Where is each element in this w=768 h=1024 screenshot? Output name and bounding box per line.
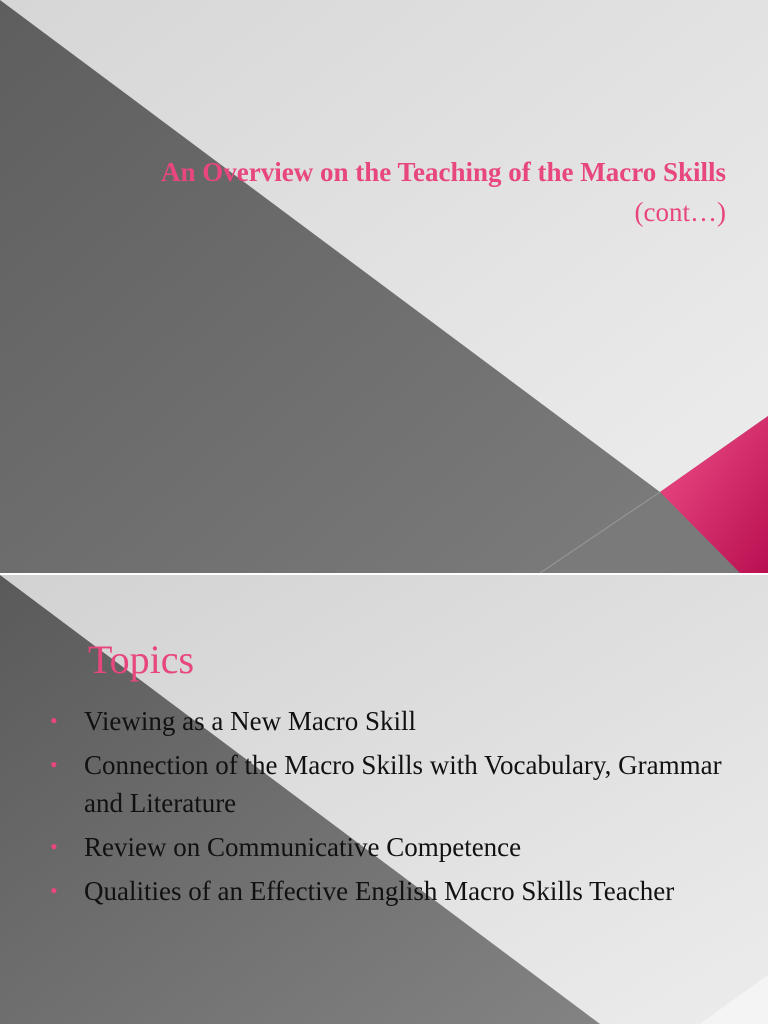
list-item bbox=[46, 872, 726, 910]
list-item-text: Qualities of an Effective English Macro Skills Teacher bbox=[84, 876, 675, 906]
topics-list bbox=[46, 702, 726, 916]
list-item-text: Viewing as a New Macro Skill bbox=[84, 706, 417, 736]
topics-heading: Topics bbox=[88, 637, 195, 682]
list-item bbox=[46, 746, 726, 822]
bullet-icon: • bbox=[50, 708, 58, 733]
bullet-icon: • bbox=[50, 752, 58, 777]
slide-title: An Overview on the Teaching of the Macro Skills bbox=[160, 157, 726, 187]
list-item bbox=[46, 702, 726, 740]
list-item bbox=[46, 828, 726, 866]
bullet-icon: • bbox=[50, 834, 58, 859]
bullet-icon: • bbox=[50, 878, 58, 903]
list-item-text: Connection of the Macro Skills with Vocabulary, Grammar and Literature bbox=[84, 750, 722, 818]
title-block bbox=[126, 152, 726, 232]
list-item-text: Review on Communicative Competence bbox=[84, 832, 522, 862]
topics-slide bbox=[0, 575, 768, 1024]
slide-subtitle: (cont…) bbox=[634, 197, 726, 227]
